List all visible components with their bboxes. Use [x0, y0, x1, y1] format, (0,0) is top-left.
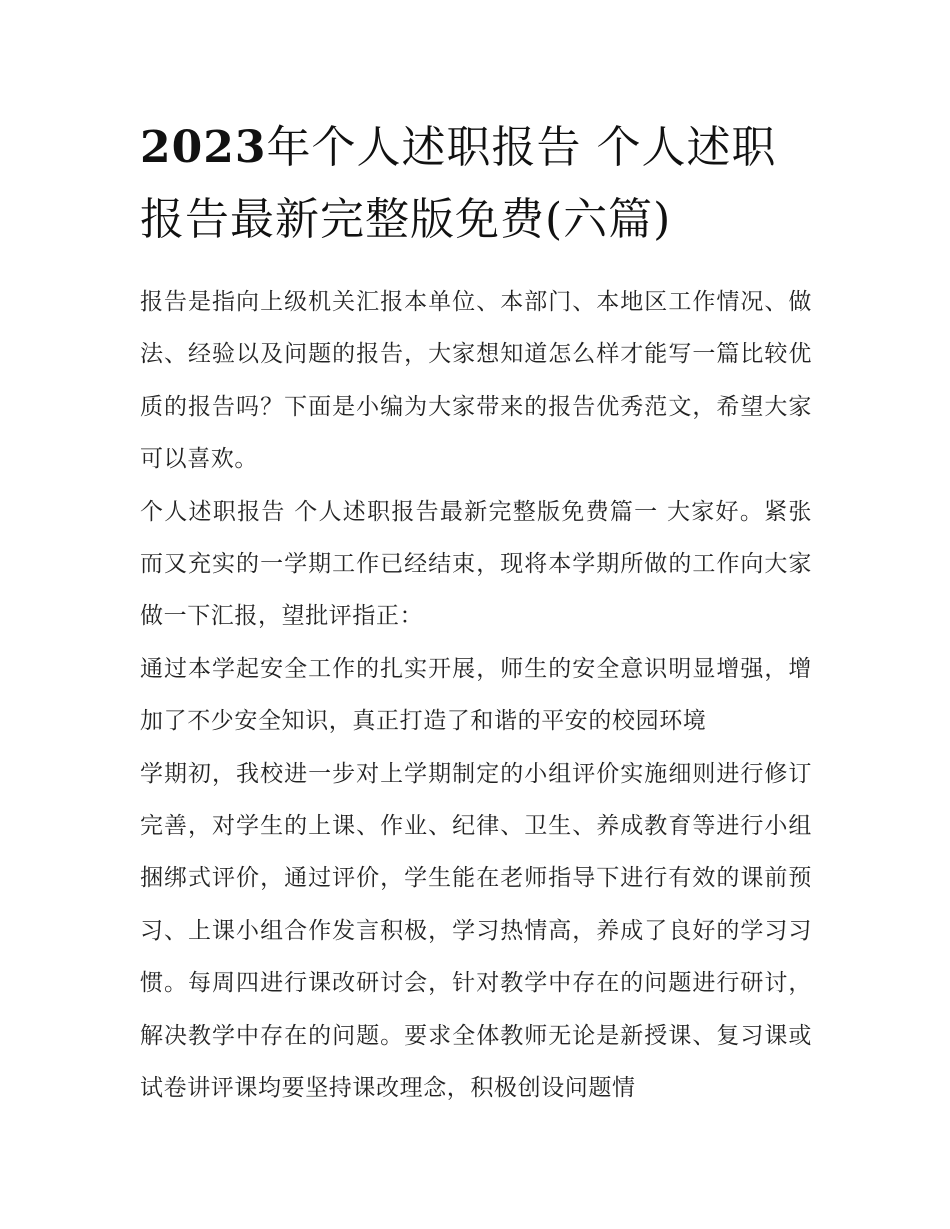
paragraph-greeting: 个人述职报告 个人述职报告最新完整版免费篇一 大家好。紧张而又充实的一学期工作已经结束，现将本学期所做的工作向大家做一下汇报，望批评指正： — [140, 498, 812, 630]
document-content — [140, 112, 812, 1115]
paragraph-teaching: 学期初，我校进一步对上学期制定的小组评价实施细则进行修订完善，对学生的上课、作业、纪律、卫生、养成教育等进行小组捆绑式评价，通过评价，学生能在老师指导下进行有效的课前预习、上课小组合作发言积极，学习热情高，养成了良好的学习习惯。每周四进行课改研讨会，针对教学中存在的问题进行研讨，解决教学中存在的问题。要求全体教师无论是新授课、复习课或试卷讲评课均要坚持课改理念，积极创设问题情 — [140, 760, 812, 1102]
document-title — [140, 112, 812, 256]
paragraph-intro: 报告是指向上级机关汇报本单位、本部门、本地区工作情况、做法、经验以及问题的报告，大家想知道怎么样才能写一篇比较优质的报告吗？下面是小编为大家带来的报告优秀范文，希望大家可以喜欢。 — [140, 289, 812, 473]
title-year: 2023 — [140, 122, 267, 173]
document-body — [140, 276, 812, 1115]
title-text: 年个人述职报告 个人述职报告最新完整版免费(六篇) — [140, 122, 777, 245]
paragraph-safety: 通过本学起安全工作的扎实开展，师生的安全意识明显增强，增加了不少安全知识，真正打造了和谐的平安的校园环境 — [140, 655, 812, 735]
